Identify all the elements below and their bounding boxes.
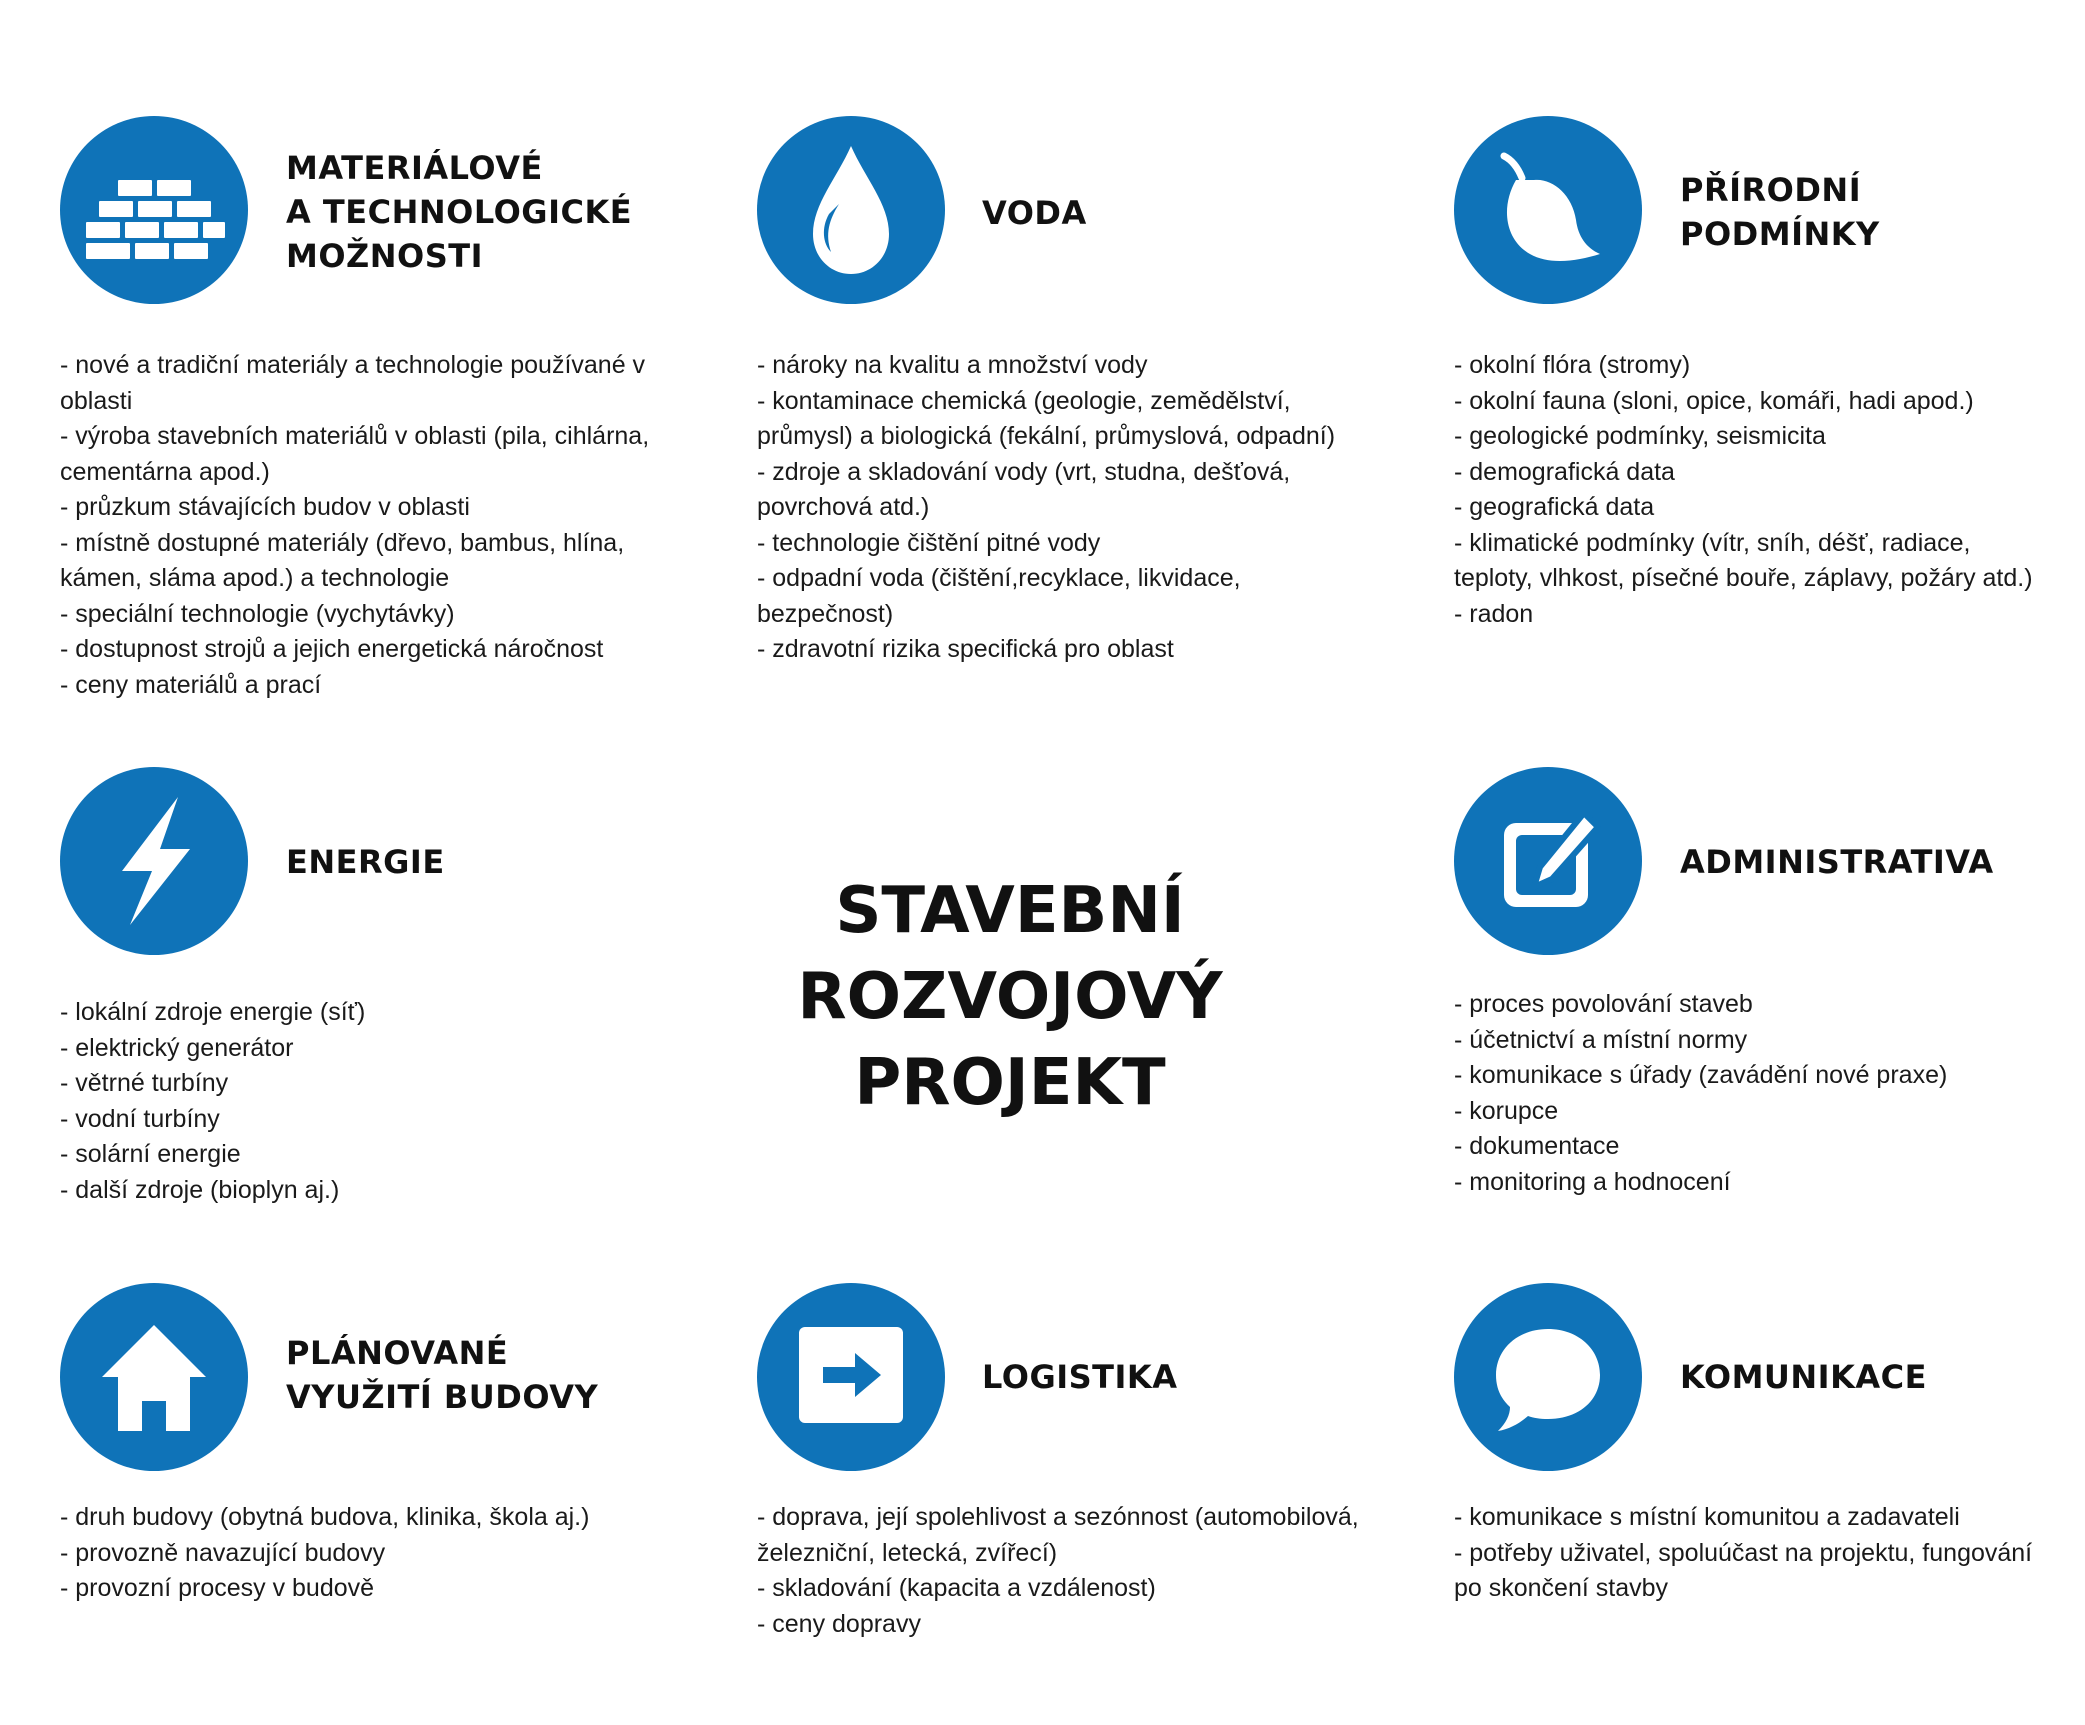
list-item: - technologie čištění pitné vody	[757, 528, 1101, 557]
speech-bubble-icon	[1454, 1283, 1642, 1471]
list-item: - ceny materiálů a prací	[60, 670, 322, 699]
list-item: - komunikace s úřady (zavádění nové praxe)	[1454, 1061, 1948, 1089]
list-item: - monitoring a hodnocení	[1454, 1167, 1731, 1196]
lightning-icon	[60, 767, 248, 955]
list-item: - nároky na kvalitu a množství vody	[757, 351, 1148, 379]
bricks-icon	[60, 116, 248, 304]
list-item: - speciální technologie (vychytávky)	[60, 599, 455, 628]
water-drop-icon	[757, 116, 945, 304]
section-title-planovane: PLÁNOVANÉ VYUŽITÍ BUDOVY	[286, 1334, 599, 1416]
list-item: - další zdroje (bioplyn aj.)	[60, 1175, 340, 1204]
list-item: - geografická data	[1454, 493, 1655, 521]
list-item: - demografická data	[1454, 457, 1675, 486]
list-item: - zdroje a skladování vody (vrt, studna, dešťová, povrchová atd.)	[757, 457, 1291, 521]
list-item: - korupce	[1454, 1096, 1559, 1125]
list-item: - vodní turbíny	[60, 1104, 220, 1133]
list-item: - nové a tradiční materiály a technologie používané v oblasti	[60, 351, 646, 415]
section-list-materialove	[60, 348, 690, 703]
list-item: - okolní fauna (sloni, opice, komáři, hadi apod.)	[1454, 386, 1974, 415]
section-list-voda	[757, 348, 1377, 668]
list-item: - radon	[1454, 599, 1534, 628]
diagram-center-title: STAVEBNÍ ROZVOJOVÝ PROJEKT	[797, 874, 1223, 1120]
section-title-administrativa: ADMINISTRATIVA	[1680, 843, 1994, 881]
list-item: - provozně navazující budovy	[60, 1538, 386, 1567]
list-item: - solární energie	[60, 1140, 241, 1168]
section-list-administrativa	[1454, 987, 2054, 1200]
section-list-komunikace	[1454, 1500, 2054, 1607]
list-item: - místně dostupné materiály (dřevo, bambus, hlína, kámen, sláma apod.) a technologie	[60, 528, 625, 592]
list-item: - potřeby uživatel, spoluúčast na projektu, fungování po skončení stavby	[1454, 1538, 2033, 1602]
section-list-prirodni	[1454, 348, 2054, 632]
section-title-materialove: MATERIÁLOVÉ A TECHNOLOGICKÉ MOŽNOSTI	[286, 149, 633, 275]
list-item: - výroba stavebních materiálů v oblasti (pila, cihlárna, cementárna apod.)	[60, 422, 650, 486]
list-item: - komunikace s místní komunitou a zadavateli	[1454, 1503, 1960, 1531]
section-list-logistika	[757, 1500, 1377, 1642]
list-item: - zdravotní rizika specifická pro oblast	[757, 635, 1174, 663]
leaf-icon	[1454, 116, 1642, 304]
section-title-logistika: LOGISTIKA	[982, 1358, 1178, 1396]
arrow-right-icon	[757, 1283, 945, 1471]
list-item: - dokumentace	[1454, 1132, 1620, 1160]
edit-icon	[1454, 767, 1642, 955]
list-item: - účetnictví a místní normy	[1454, 1025, 1748, 1054]
list-item: - dostupnost strojů a jejich energetická náročnost	[60, 635, 604, 663]
list-item: - průzkum stávajících budov v oblasti	[60, 493, 470, 521]
list-item: - ceny dopravy	[757, 1609, 921, 1638]
list-item: - klimatické podmínky (vítr, sníh, déšť, radiace, teploty, vlhkost, písečné bouře, záplavy, požáry atd.)	[1454, 528, 2033, 592]
list-item: - provozní procesy v budově	[60, 1574, 375, 1602]
section-list-energie	[60, 995, 620, 1208]
section-title-voda: VODA	[982, 194, 1087, 232]
section-title-komunikace: KOMUNIKACE	[1680, 1358, 1927, 1396]
section-list-planovane	[60, 1500, 630, 1607]
list-item: - doprava, její spolehlivost a sezónnost (automobilová, železniční, letecká, zvířecí)	[757, 1503, 1359, 1567]
list-item: - druh budovy (obytná budova, klinika, škola aj.)	[60, 1503, 590, 1531]
list-item: - větrné turbíny	[60, 1069, 229, 1097]
section-title-energie: ENERGIE	[286, 843, 445, 881]
list-item: - lokální zdroje energie (síť)	[60, 998, 366, 1026]
list-item: - proces povolování staveb	[1454, 990, 1753, 1018]
list-item: - okolní flóra (stromy)	[1454, 351, 1691, 379]
section-title-prirodni: PŘÍRODNÍ PODMÍNKY	[1680, 171, 1880, 253]
list-item: - skladování (kapacita a vzdálenost)	[757, 1574, 1156, 1602]
house-icon	[60, 1283, 248, 1471]
list-item: - odpadní voda (čištění,recyklace, likvidace, bezpečnost)	[757, 564, 1241, 628]
list-item: - kontaminace chemická (geologie, zemědělství, průmysl) a biologická (fekální, průmyslová, odpadní)	[757, 386, 1336, 450]
list-item: - geologické podmínky, seismicita	[1454, 422, 1826, 450]
list-item: - elektrický generátor	[60, 1033, 294, 1062]
